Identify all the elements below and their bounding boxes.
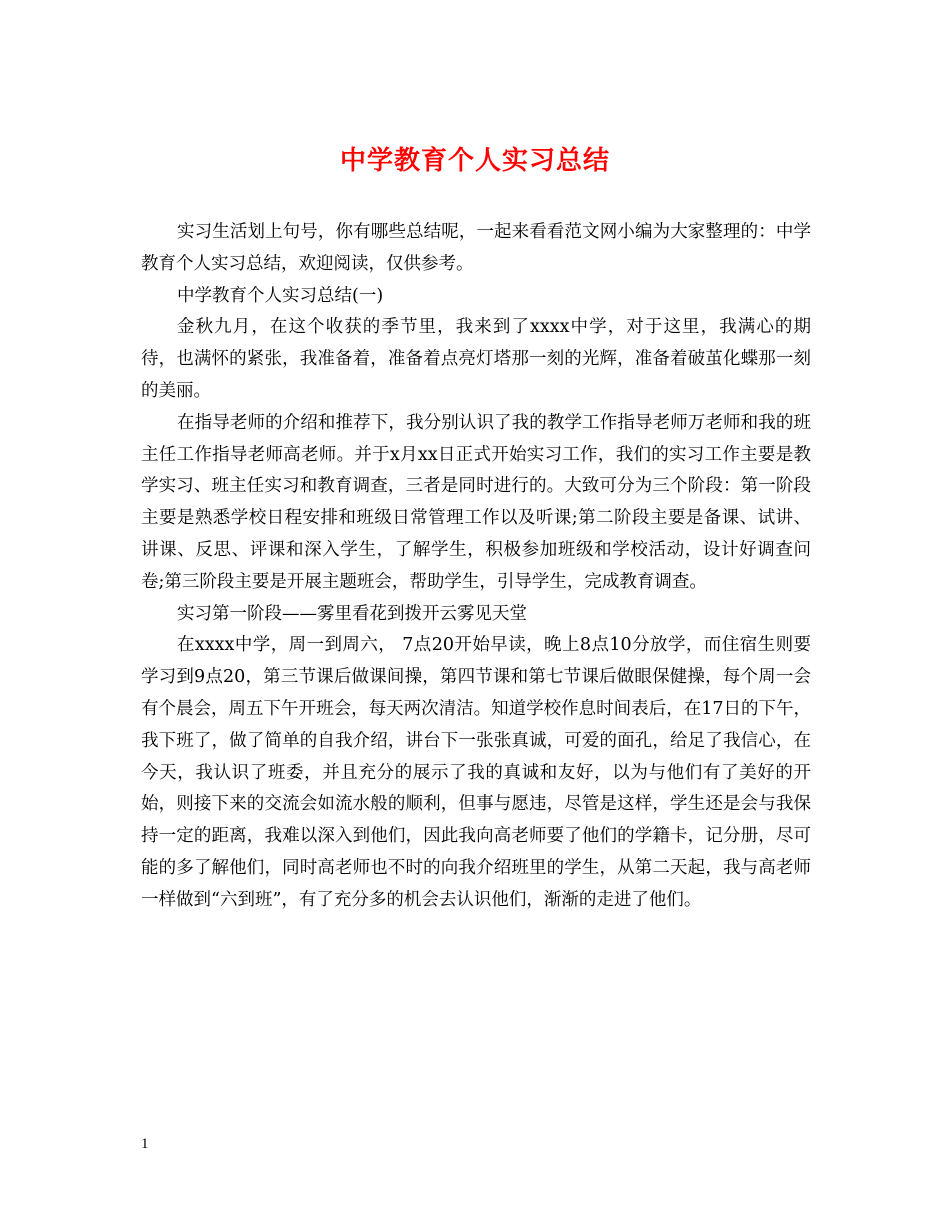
document-title: 中学教育个人实习总结 xyxy=(339,146,610,176)
page-number: 1 xyxy=(141,1136,149,1152)
section-heading-1: 中学教育个人实习总结(一) xyxy=(177,285,384,306)
section-heading-stage-1: 实习第一阶段——雾里看花到拨开云雾见天堂 xyxy=(177,603,527,624)
paragraph-schedule: 在xxxx中学，周一到周六， 7点20开始早读，晚上8点10分放学，而住宿生则要学习到9点20，第三节课后做课间操，第四节课和第七节课后做眼保健操，每个周一会有个晨会，周五下午开班会，每天两次清洁。知道学校作息时间表后，在17日的下午，我下班了，做了简单的自我介绍，讲台下一张张真诚，可爱的面孔，给足了我信心，在今天，我认识了班委，并且充分的展示了我的真诚和友好，以为与他们有了美好的开始，则接下来的交流会如流水般的顺利，但事与愿违，尽管是这样，学生还是会与我保持一定的距离，我难以深入到他们，因此我向高老师要了他们的学籍卡，记分册，尽可能的多了解他们，同时高老师也不时的向我介绍班里的学生，从第二天起，我与高老师一样做到“六到班”，有了充分多的机会去认识他们，渐渐的走进了他们。 xyxy=(141,635,811,910)
document-body xyxy=(141,217,811,917)
paragraph-teachers: 在指导老师的介绍和推荐下，我分别认识了我的教学工作指导老师万老师和我的班主任工作指导老师高老师。并于x月xx日正式开始实习工作，我们的实习工作主要是教学实习、班主任实习和教育调查，三者是同时进行的。大致可分为三个阶段：第一阶段主要是熟悉学校日程安排和班级日常管理工作以及听课;第二阶段主要是备课、试讲、讲课、反思、评课和深入学生，了解学生，积极参加班级和学校活动，设计好调查问卷;第三阶段主要是开展主题班会，帮助学生，引导学生，完成教育调查。 xyxy=(141,412,811,592)
paragraph-arrival: 金秋九月，在这个收获的季节里，我来到了xxxx中学，对于这里，我满心的期待，也满怀的紧张，我准备着，准备着点亮灯塔那一刻的光辉，准备着破茧化蝶那一刻的美丽。 xyxy=(141,317,811,401)
paragraph-intro: 实习生活划上句号，你有哪些总结呢，一起来看看范文网小编为大家整理的：中学教育个人实习总结，欢迎阅读，仅供参考。 xyxy=(141,222,811,274)
